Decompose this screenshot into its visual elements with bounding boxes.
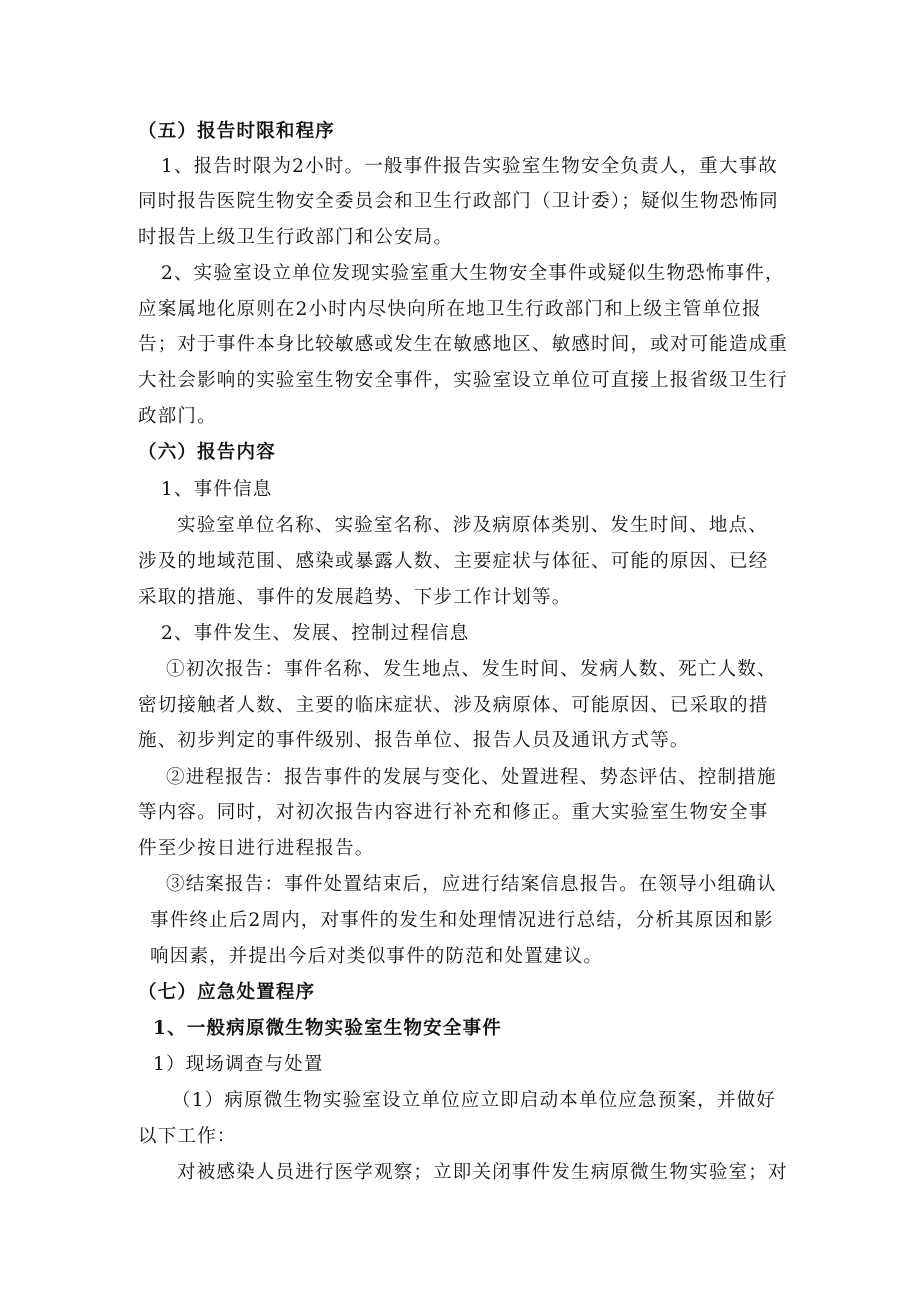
paragraph-line: 告；对于事件本身比较敏感或发生在敏感地区、敏感时间，或对可能造成重 xyxy=(138,334,789,355)
subheading: 2、事件发生、发展、控制过程信息 xyxy=(161,623,470,644)
paragraph-line: 施、初步判定的事件级别、报告单位、报告人员及通讯方式等。 xyxy=(138,730,690,751)
paragraph-line: 密切接触者人数、主要的临床症状、涉及病原体、可能原因、已采取的措 xyxy=(138,695,769,716)
section-heading-7: （七）应急处置程序 xyxy=(138,982,316,1003)
subheading: 1）现场调查与处置 xyxy=(153,1054,324,1075)
section-heading-6: （六）报告内容 xyxy=(138,442,276,463)
paragraph-line: 响因素，并提出今后对类似事件的防范和处置建议。 xyxy=(150,946,604,967)
subheading: 1、事件信息 xyxy=(161,479,273,500)
paragraph-line: 涉及的地域范围、感染或暴露人数、主要症状与体征、可能的原因、已经 xyxy=(138,551,769,572)
subheading: 1、一般病原微生物实验室生物安全事件 xyxy=(153,1018,502,1039)
paragraph-line: 同时报告医院生物安全委员会和卫生行政部门（卫计委）；疑似生物恐怖同 xyxy=(138,191,779,212)
paragraph-line: 政部门。 xyxy=(138,406,217,427)
paragraph-line: 应案属地化原则在2小时内尽快向所在地卫生行政部门和上级主管单位报 xyxy=(138,299,762,320)
paragraph-line: 1、报告时限为2小时。一般事件报告实验室生物安全负责人，重大事故 xyxy=(161,156,778,177)
paragraph-line: 2、实验室设立单位发现实验室重大生物安全事件或疑似生物恐怖事件， xyxy=(161,263,785,284)
paragraph-line: 实验室单位名称、实验室名称、涉及病原体类别、发生时间、地点、 xyxy=(177,515,769,536)
paragraph-line: ①初次报告：事件名称、发生地点、发生时间、发病人数、死亡人数、 xyxy=(166,659,777,680)
paragraph-line: 大社会影响的实验室生物安全事件，实验室设立单位可直接上报省级卫生行 xyxy=(138,370,789,391)
paragraph-line: ③结案报告：事件处置结束后，应进行结案信息报告。在领导小组确认 xyxy=(166,874,777,895)
paragraph-line: 件至少按日进行进程报告。 xyxy=(138,838,375,859)
paragraph-line: （1）病原微生物实验室设立单位应立即启动本单位应急预案，并做好 xyxy=(172,1090,776,1111)
paragraph-line: 等内容。同时，对初次报告内容进行补充和修正。重大实验室生物安全事 xyxy=(138,802,769,823)
paragraph-line: ②进程报告：报告事件的发展与变化、处置进程、势态评估、控制措施 xyxy=(166,767,777,788)
paragraph-line: 时报告上级卫生行政部门和公安局。 xyxy=(138,227,454,248)
paragraph-line: 以下工作： xyxy=(138,1126,237,1147)
paragraph-line: 事件终止后2周内，对事件的发生和处理情况进行总结，分析其原因和影 xyxy=(150,910,774,931)
paragraph-line: 采取的措施、事件的发展趋势、下步工作计划等。 xyxy=(138,587,572,608)
section-heading-5: （五）报告时限和程序 xyxy=(138,121,336,142)
paragraph-line: 对被感染人员进行医学观察；立即关闭事件发生病原微生物实验室；对 xyxy=(177,1162,788,1183)
